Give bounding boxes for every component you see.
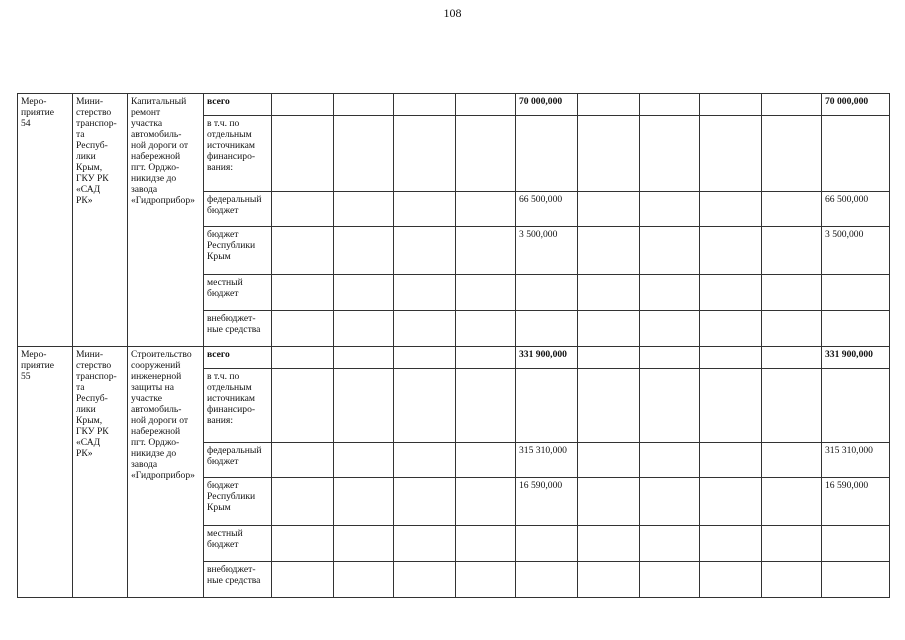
event-cell: Меро- приятие 54	[18, 94, 73, 347]
event-name-cell: Капитальный ремонт участка автомобиль- ной дороги от набережной пгт. Орджо- никидзе до завода «Гидроприбор»	[128, 94, 204, 347]
total-cell	[822, 311, 890, 347]
total-cell: 3 500,000	[822, 227, 890, 275]
source-cell: бюджет Республики Крым	[204, 227, 272, 275]
total-cell	[822, 526, 890, 562]
amount-cell: 70 000,000	[516, 94, 578, 116]
amount-cell: 315 310,000	[516, 443, 578, 478]
amount-cell: 16 590,000	[516, 478, 578, 526]
source-cell: местный бюджет	[204, 275, 272, 311]
amount-cell	[516, 369, 578, 443]
source-cell: бюджет Республики Крым	[204, 478, 272, 526]
total-cell: 66 500,000	[822, 192, 890, 227]
total-cell	[822, 275, 890, 311]
amount-cell: 3 500,000	[516, 227, 578, 275]
page-number: 108	[443, 6, 462, 20]
total-cell: 16 590,000	[822, 478, 890, 526]
total-cell	[822, 369, 890, 443]
source-cell: внебюджет- ные средства	[204, 311, 272, 347]
source-cell: всего	[204, 347, 272, 369]
executor-cell: Мини- стерство транспор- та Респуб- лики Крым, ГКУ РК «САД РК»	[73, 94, 128, 347]
total-cell: 315 310,000	[822, 443, 890, 478]
amount-cell	[516, 311, 578, 347]
source-cell: всего	[204, 94, 272, 116]
table-row	[18, 347, 890, 369]
event-name-cell: Строительство сооружений инженерной защиты на участке автомобиль- ной дороги от набережной пгт. Орджо- никидзе до завода «Гидроприбор»	[128, 347, 204, 598]
source-cell: федеральный бюджет	[204, 192, 272, 227]
amount-cell: 66 500,000	[516, 192, 578, 227]
amount-cell	[516, 526, 578, 562]
amount-cell	[516, 275, 578, 311]
total-cell	[822, 116, 890, 192]
budget-table	[17, 93, 890, 598]
total-cell	[822, 562, 890, 598]
total-cell: 331 900,000	[822, 347, 890, 369]
total-cell: 70 000,000	[822, 94, 890, 116]
source-cell: в т.ч. по отдельным источникам финансиро- вания:	[204, 369, 272, 443]
source-cell: федеральный бюджет	[204, 443, 272, 478]
amount-cell: 331 900,000	[516, 347, 578, 369]
amount-cell	[516, 562, 578, 598]
executor-cell: Мини- стерство транспор- та Респуб- лики Крым, ГКУ РК «САД РК»	[73, 347, 128, 598]
table-row	[18, 94, 890, 116]
event-cell: Меро- приятие 55	[18, 347, 73, 598]
source-cell: внебюджет- ные средства	[204, 562, 272, 598]
amount-cell	[516, 116, 578, 192]
source-cell: в т.ч. по отдельным источникам финансиро- вания:	[204, 116, 272, 192]
source-cell: местный бюджет	[204, 526, 272, 562]
